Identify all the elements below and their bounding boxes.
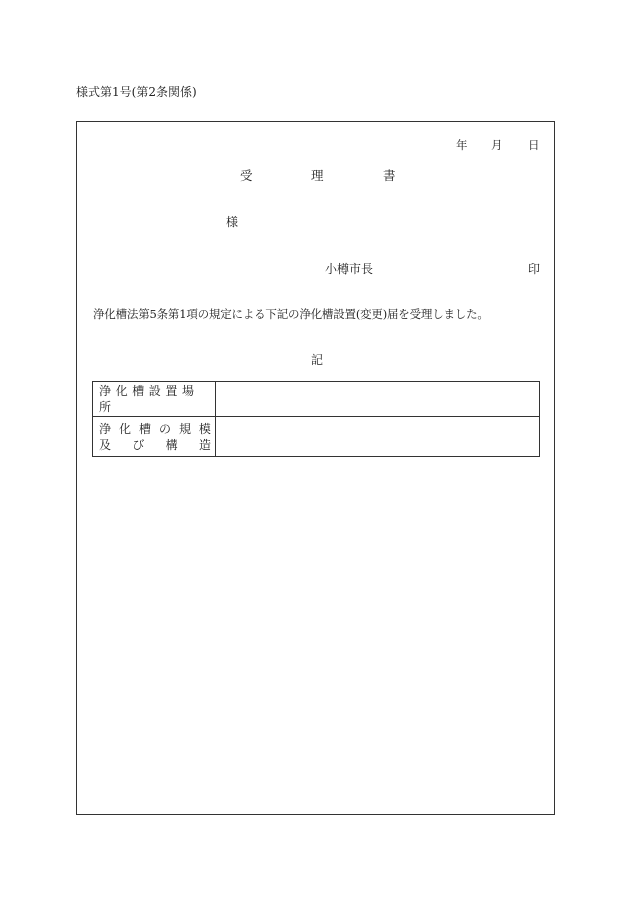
details-table bbox=[92, 381, 540, 457]
document-title-char-2: 理 bbox=[311, 168, 324, 183]
addressee-honorific: 様 bbox=[226, 215, 239, 229]
scale-label-char: 化 bbox=[118, 421, 131, 436]
scale-label-char: の bbox=[158, 421, 171, 436]
ki-heading: 記 bbox=[311, 353, 324, 367]
location-value-cell[interactable] bbox=[216, 382, 540, 417]
scale-label-line-1 bbox=[99, 421, 211, 437]
structure-label-char: 構 bbox=[165, 437, 178, 452]
issuer-name: 小樽市長 bbox=[325, 262, 374, 276]
structure-label-char: び bbox=[132, 437, 145, 452]
table-row-location bbox=[93, 382, 540, 417]
scale-structure-value-cell[interactable] bbox=[216, 417, 540, 457]
document-title-char-1: 受 bbox=[240, 168, 253, 183]
form-frame bbox=[76, 121, 555, 815]
scale-label-char: 槽 bbox=[138, 421, 151, 436]
date-month-label: 月 bbox=[491, 138, 503, 152]
form-number-label: 様式第1号(第2条関係) bbox=[76, 85, 197, 99]
body-statement: 浄化槽法第5条第1項の規定による下記の浄化槽設置(変更)届を受理しました。 bbox=[93, 307, 489, 321]
scale-label-char: 模 bbox=[198, 421, 211, 436]
scale-label-char: 浄 bbox=[99, 421, 112, 436]
location-label: 浄化槽設置場所 bbox=[93, 382, 216, 417]
date-day-label: 日 bbox=[528, 138, 540, 152]
scale-structure-label bbox=[93, 417, 216, 457]
scale-label-line-2 bbox=[99, 437, 211, 453]
structure-label-char: 造 bbox=[198, 437, 211, 452]
structure-label-char: 及 bbox=[99, 437, 112, 452]
document-title-char-3: 書 bbox=[383, 168, 396, 183]
seal-mark: 印 bbox=[528, 262, 541, 276]
scale-label-char: 規 bbox=[178, 421, 191, 436]
date-year-label: 年 bbox=[456, 138, 468, 152]
table-row-scale-structure bbox=[93, 417, 540, 457]
